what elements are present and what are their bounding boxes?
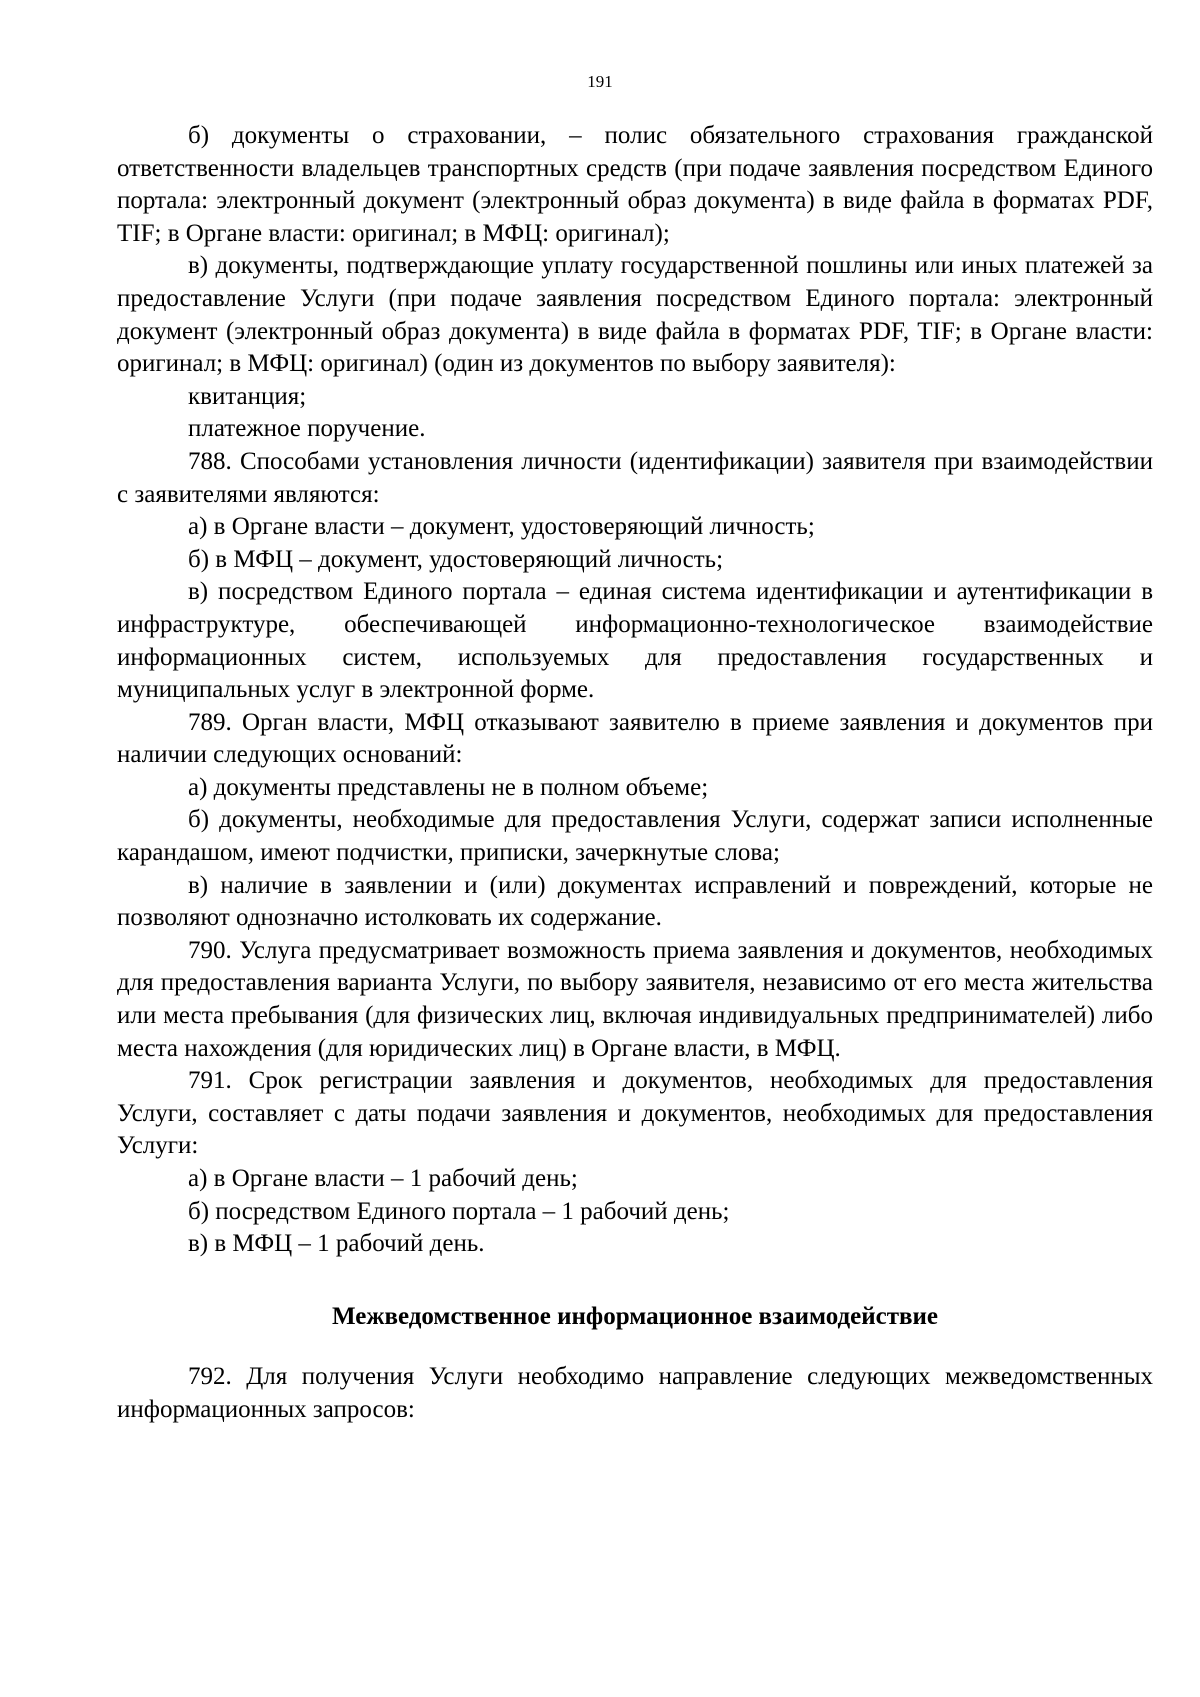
- list-item-receipt: квитанция;: [188, 382, 307, 410]
- section-heading: Межведомственное информационное взаимодействие: [332, 1302, 938, 1330]
- list-item-791-v: в) в МФЦ – 1 рабочий день.: [188, 1230, 485, 1258]
- paragraph-791: 791. Срок регистрации заявления и документов, необходимых для предоставления Услуги, составляет с даты подачи заявления и документов, необходимых для предоставления Услуги:: [117, 1067, 1153, 1160]
- list-item-791-a: а) в Органе власти – 1 рабочий день;: [188, 1165, 578, 1192]
- paragraph-insurance-documents: б) документы о страховании, – полис обязательного страхования гражданской ответственности владельцев транспортных средств (при подаче заявления посредством Единого портала: электронный документ (электронный образ документа) в виде файла в форматах PDF, TIF; в Органе власти: оригинал; в МФЦ: оригинал);: [117, 122, 1153, 247]
- list-item-791-b: б) посредством Единого портала – 1 рабочий день;: [188, 1197, 730, 1225]
- list-item-payment-order: платежное поручение.: [188, 415, 426, 443]
- list-item-789-a: а) документы представлены не в полном объеме;: [188, 773, 709, 801]
- list-item-788-b: б) в МФЦ – документ, удостоверяющий личность;: [188, 545, 724, 573]
- page-number: 191: [587, 72, 613, 91]
- paragraph-788: 788. Способами установления личности (идентификации) заявителя при взаимодействии с заявителями являются:: [117, 447, 1153, 508]
- paragraph-790: 790. Услуга предусматривает возможность приема заявления и документов, необходимых для предоставления варианта Услуги, по выбору заявителя, независимо от его места жительства или места пребывания (для физических лиц, включая индивидуальных предпринимателей) либо места нахождения (для юридических лиц) в Органе власти, в МФЦ.: [117, 936, 1153, 1062]
- paragraph-payment-documents: в) документы, подтверждающие уплату государственной пошлины или иных платежей за предоставление Услуги (при подаче заявления посредством Единого портала: электронный документ (электронный образ документа) в виде файла в форматах PDF, TIF; в Органе власти: оригинал; в МФЦ: оригинал) (один из документов по выбору заявителя):: [117, 252, 1153, 378]
- list-item-788-v: в) посредством Единого портала – единая система идентификации и аутентификации в инфраструктуре, обеспечивающей информационно-технологическое взаимодействие информационных систем, используемых для предоставления государственных и муниципальных услуг в электронной форме.: [117, 578, 1153, 704]
- list-item-789-v: в) наличие в заявлении и (или) документах исправлений и повреждений, которые не позволяют однозначно истолковать их содержание.: [117, 871, 1153, 932]
- paragraph-789: 789. Орган власти, МФЦ отказывают заявителю в приеме заявления и документов при наличии следующих оснований:: [117, 708, 1153, 769]
- list-item-789-b: б) документы, необходимые для предоставления Услуги, содержат записи исполненные карандашом, имеют подчистки, приписки, зачеркнутые слова;: [117, 806, 1153, 867]
- list-item-788-a: а) в Органе власти – документ, удостоверяющий личность;: [188, 513, 815, 541]
- document-body: [117, 120, 1153, 1427]
- paragraph-792: 792. Для получения Услуги необходимо направление следующих межведомственных информационных запросов:: [117, 1363, 1153, 1423]
